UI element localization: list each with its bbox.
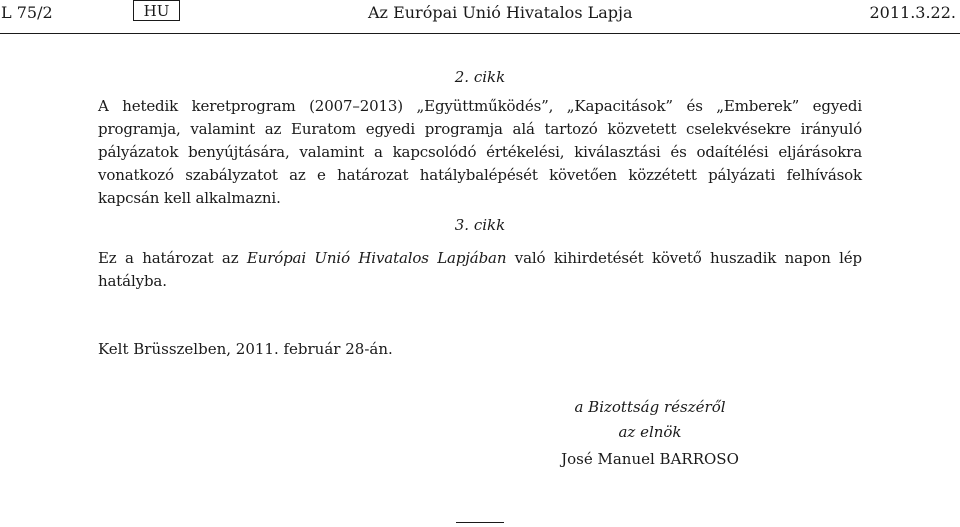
page-header	[0, 0, 960, 34]
article-2-title: 2. cikk	[454, 68, 506, 86]
header-rule	[0, 33, 960, 34]
place-and-date: Kelt Brüsszelben, 2011. február 28-án.	[98, 340, 393, 358]
signature-role: az elnök	[618, 423, 682, 441]
article-3-title: 3. cikk	[454, 216, 506, 234]
publication-date: 2011.3.22.	[869, 3, 956, 22]
journal-title: Az Európai Unió Hivatalos Lapja	[368, 3, 633, 22]
official-journal-reference: Európai Unió Hivatalos Lapjában	[246, 249, 507, 267]
article-2-body: A hetedik keretprogram (2007–2013) „Együttműködés”, „Kapacitások” és „Emberek” egyedi programja, valamint az Euratom egyedi programja alá tartozó közvetett cselekvésekre irányuló pályázatok benyújtására, valamint a kapcsolódó értékelési, kiválasztási és odaítélési eljárásokra vonatkozó szabályzatot az e határozat hatálybalépését követően közzétett pályázati felhívások kapcsán kell alkalmazni.	[98, 97, 862, 207]
signature-for-commission: a Bizottság részéről	[574, 398, 726, 416]
footnote-rule	[456, 522, 504, 523]
page-reference: L 75/2	[1, 3, 53, 22]
article-3-text-end: való kihirdetését követő huszadik napon lép hatályba.	[98, 249, 862, 290]
signatory-name: José Manuel BARROSO	[561, 450, 739, 468]
article-3-body	[98, 247, 862, 293]
article-3-text-start: Ez a határozat az	[98, 249, 247, 267]
language-code-box: HU	[133, 0, 180, 21]
